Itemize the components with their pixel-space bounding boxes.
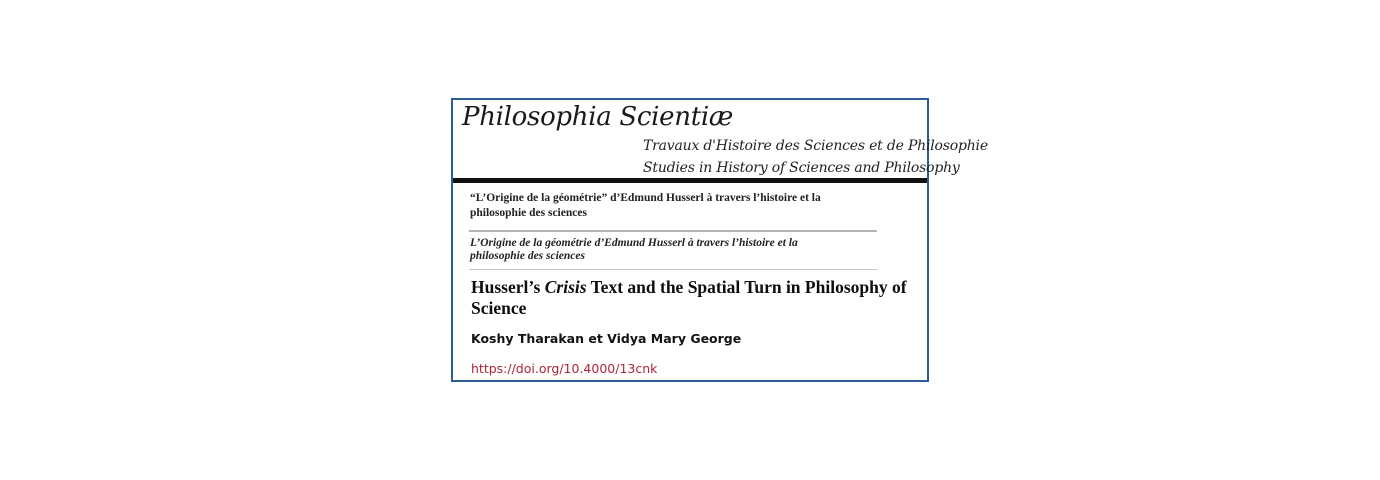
article-title-suffix: Text and the Spatial Turn in Philosophy of Science	[471, 277, 907, 318]
series-title: “L’Origine de la géométrie” d’Edmund Husserl à travers l’histoire et la philosophie des sciences	[470, 192, 821, 219]
article-authors: Koshy Tharakan et Vidya Mary George	[471, 331, 742, 346]
series-title-italic: L’Origine de la géométrie d’Edmund Husserl à travers l’histoire et la philosophie des sciences	[470, 237, 798, 262]
article-title	[471, 277, 911, 319]
journal-subtitle-en: Studies in History of Sciences and Philosophy	[643, 160, 960, 176]
journal-subtitle-fr: Travaux d'Histoire des Sciences et de Philosophie	[643, 138, 988, 154]
title-divider	[469, 269, 877, 270]
journal-title: Philosophia Scientiæ	[462, 102, 734, 132]
article-card	[451, 98, 988, 382]
article-title-emphasis: Crisis	[544, 277, 587, 297]
header-divider	[453, 178, 927, 183]
article-title-prefix: Husserl’s	[471, 277, 545, 297]
doi-link[interactable]: https://doi.org/10.4000/13cnk	[471, 361, 658, 376]
series-divider	[469, 230, 877, 232]
